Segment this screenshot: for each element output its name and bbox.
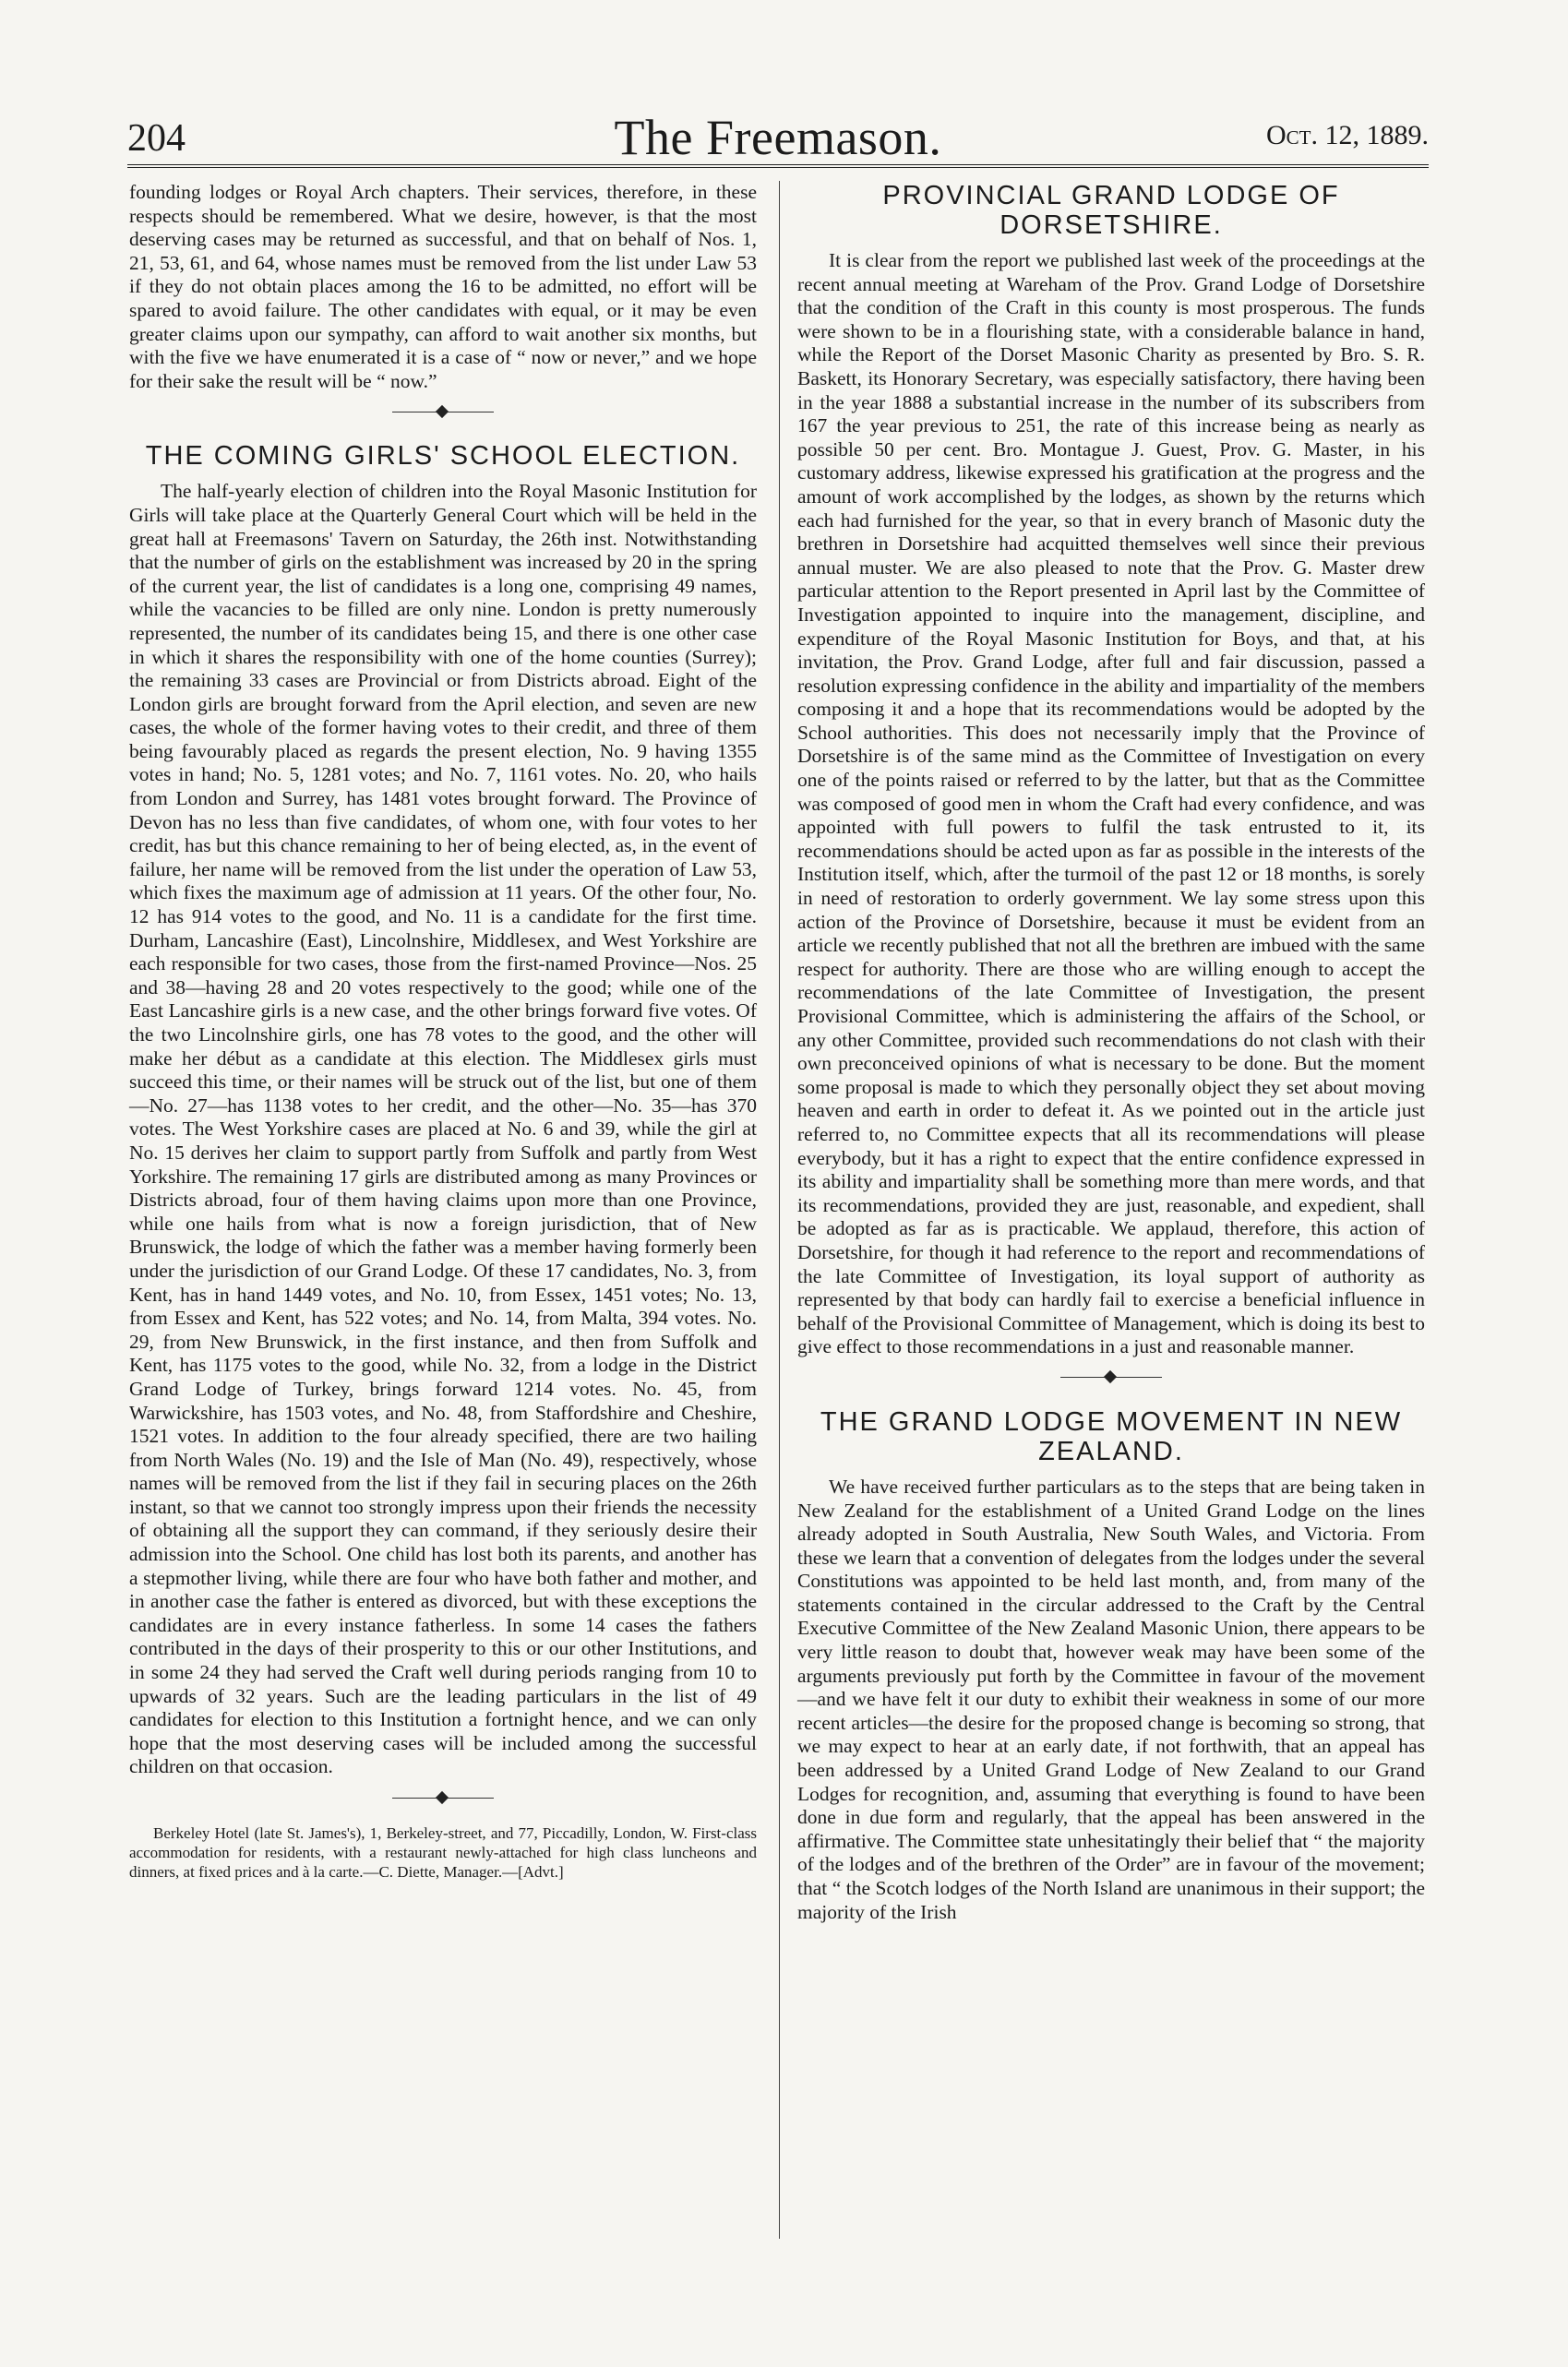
advertisement-berkeley-hotel: Berkeley Hotel (late St. James's), 1, Berkeley-street, and 77, Piccadilly, London, W. First-class accommodation for residents, with a restaurant newly-attached for high class luncheons and dinners, at fixed prices and à la carte.—C. Diette, Manager.—[Advt.] [129, 1824, 757, 1881]
masthead [127, 109, 1429, 168]
intro-paragraph: founding lodges or Royal Arch chapters. Their services, therefore, in these respects should be remembered. What we desire, however, is that the most deserving cases may be returned as successful, and that on behalf of Nos. 1, 21, 53, 61, and 64, whose names must be removed from the list under Law 53 if they do not obtain places among the 16 to be admitted, no effort will be spared to avoid failure. The other candidates with equal, or it may be even greater claims upon our sympathy, can afford to wait another six months, but with the five we have enumerated it is a case of “ now or never,” and we hope for their sake the result will be “ now.” [129, 181, 757, 392]
article-heading-new-zealand: THE GRAND LODGE MOVEMENT IN NEW ZEALAND. [820, 1406, 1403, 1466]
left-column [129, 181, 757, 1882]
section-divider [797, 1359, 1425, 1396]
article-body-new-zealand: We have received further particulars as to the steps that are being taken in New Zealand for the establishment of a United Grand Lodge on the lines already adopted in South Australia, New South Wales, and Victoria. From these we learn that a convention of delegates from the lodges under the several Constitutions was appointed to be held last month, and, from many of the statements contained in the circular addressed to the Craft by the Central Executive Committee of the New Zealand Masonic Union, there appears to be very little reason to doubt that, however weak may have been some of the arguments previously put forth by the Committee in favour of the movement—and we have felt it our duty to exhibit their weakness in some of our more recent articles—the desire for the proposed change is becoming so strong, that we may expect to hear at an early date, if not forthwith, that an appeal has been addressed by a United Grand Lodge of New Zealand to our Grand Lodges for recognition, and, assuming that everything is found to have been done in due form and regularly, that the appeal has been answered in the affirmative. The Committee state unhesitatingly their belief that “ the majority of the lodges and of the brethren of the Order” are in favour of the movement; that “ the Scotch lodges of the North Island are unanimous in their support; the majority of the Irish [797, 1475, 1425, 1923]
article-heading-girls-school: THE COMING GIRLS' SCHOOL ELECTION. [145, 441, 741, 472]
column-rule [779, 181, 780, 2239]
page-number: 204 [127, 117, 186, 160]
section-divider [129, 1779, 757, 1816]
newspaper-title: The Freemason. [614, 110, 942, 165]
article-body-girls-school: The half-yearly election of children into the Royal Masonic Institution for Girls will take place at the Quarterly General Court which will be held in the great hall at Freemasons' Tavern on Saturday, the 26th inst. Notwithstanding that the number of girls on the establishment was increased by 20 in the spring of the current year, the list of candidates is a long one, comprising 49 names, while the vacancies to be filled are only nine. London is pretty numerously represented, the number of its candidates being 15, and there is one other case in which it shares the responsibility with one of the home counties (Surrey); the remaining 33 cases are Provincial or from Districts abroad. Eight of the London girls are brought forward from the April election, and seven are new cases, the whole of the former having votes to their credit, and three of them being favourably placed as regards the present election, No. 9 having 1355 votes in hand; No. 5, 1281 votes; and No. 7, 1161 votes. No. 20, who hails from London and Surrey, has 1481 votes brought forward. The Province of Devon has no less than five candidates, of whom one, with four votes to her credit, has but this chance remaining to her of being elected, as, in the event of failure, her name will be removed from the list under the operation of Law 53, which fixes the maximum age of admission at 11 years. Of the other four, No. 12 has 914 votes to the good, and No. 11 is a candidate for the first time. Durham, Lancashire (East), Lincolnshire, Middlesex, and West Yorkshire are each responsible for two cases, those from the first-named Province—Nos. 25 and 38—having 28 and 20 votes respectively to the good; while one of the East Lancashire girls is a new case, and the other brings forward five votes. Of the two Lincolnshire girls, one has 78 votes to the good, and the other will make her début as a candidate at this election. The Middlesex girls must succeed this time, or their names will be struck out of the list, but one of them—No. 27—has 1138 votes to her credit, and the other—No. 35—has 370 votes. The West Yorkshire cases are placed at No. 6 and 39, while the girl at No. 15 derives her claim to support partly from Suffolk and partly from West Yorkshire. The remaining 17 girls are distributed among as many Provinces or Districts abroad, four of them having claims upon more than one Province, while one hails from what is now a foreign jurisdiction, that of New Brunswick, the lodge of which the father was a member having formerly been under the jurisdiction of our Grand Lodge. Of these 17 candidates, No. 3, from Kent, has in hand 1449 votes, and No. 10, from Essex, 1451 votes; No. 13, from Essex and Kent, has 522 votes; and No. 14, from Malta, 394 votes. No. 29, from New Brunswick, in the first instance, and then from Suffolk and Kent, has 1175 votes to the good, while No. 32, from a lodge in the District Grand Lodge of Turkey, brings forward 1214 votes. No. 45, from Warwickshire, has 1503 votes, and No. 48, from Staffordshire and Cheshire, 1521 votes. In addition to the four already specified, there are two hailing from North Wales (No. 19) and the Isle of Man (No. 49), respectively, whose names will be removed from the list if they fail in securing places on the 26th instant, so that we cannot too strongly impress upon their friends the necessity of obtaining all the support they can command, if they seriously desire their admission into the School. One child has lost both its parents, and another has a stepmother living, while there are four who have both father and mother, and in another case the father is entered as divorced, but with these exceptions the candidates are in every instance fatherless. In some 14 cases the fathers contributed in the days of their prosperity to this or our other Institutions, and in some 24 they had served the Craft well during periods ranging from 10 to upwards of 32 years. Such are the leading particulars in the list of 49 candidates for election to this Institution a fortnight hence, and we can only hope that the most deserving cases will be included among the successful children on that occasion. [129, 480, 757, 1778]
issue-date: Oct. 12, 1889. [1266, 120, 1429, 150]
article-body-dorsetshire: It is clear from the report we published last week of the proceedings at the recent annual meeting at Wareham of the Prov. Grand Lodge of Dorsetshire that the condition of the Craft in this county is most prosperous. The funds were shown to be in a flourishing state, with a considerable balance in hand, while the Report of the Dorset Masonic Charity as presented by Bro. S. R. Baskett, its Honorary Secretary, was especially satisfactory, there having been in the year 1888 a substantial increase in the number of its subscribers from 167 the year previous to 251, the rate of this increase being as nearly as possible 50 per cent. Bro. Montague J. Guest, Prov. G. Master, in his customary address, likewise expressed his gratification at the progress and the amount of work accomplished by the lodges, as shown by the returns which each had furnished for the year, so that in every branch of Masonic duty the brethren in Dorsetshire had acquitted themselves well since their previous annual muster. We are also pleased to note that the Prov. G. Master drew particular attention to the Report presented in April last by the Committee of Investigation appointed to inquire into the management, discipline, and expenditure of the Royal Masonic Institution for Boys, and that, at his invitation, the Prov. Grand Lodge, after full and fair discussion, passed a resolution expressing confidence in the ability and impartiality of the members composing it and a hope that its recommendations would be adopted by the School authorities. This does not necessarily imply that the Province of Dorsetshire is of the same mind as the Committee of Investigation on every one of the points raised or referred to by the latter, but that as the Committee was composed of good men in whom the Craft had every confidence, and was appointed with full powers to fulfil the task entrusted to it, its recommendations should be acted upon as far as possible in the interests of the Institution itself, which, after the turmoil of the past 12 or 18 months, is sorely in need of restoration to orderly government. We lay some stress upon this action of the Province of Dorsetshire, because it must be evident from an article we recently published that not all the brethren are imbued with the same respect for authority. There are those who are willing enough to accept the recommendations of the late Committee of Investigation, the present Provisional Committee, which is administering the affairs of the School, or any other Committee, provided such recommendations do not clash with their own preconceived opinions of what is necessary to be done. But the moment some proposal is made to which they personally object they set about moving heaven and earth in order to defeat it. As we pointed out in the article just referred to, no Committee expects that all its recommendations will please everybody, but it has a right to expect that the entire confidence expressed in its ability and impartiality shall be something more than mere words, and that its recommendations, provided they are just, reasonable, and expedient, shall be adopted as far as is practicable. We applaud, therefore, this action of Dorsetshire, for though it had reference to the report and recommendations of the late Committee of Investigation, its loyal support of authority as represented by that body can hardly fail to exercise a beneficial influence in behalf of the Provisional Committee of Management, which is doing its best to give effect to those recommendations in a just and reasonable manner. [797, 249, 1425, 1358]
right-column [797, 181, 1425, 1924]
section-divider [129, 393, 757, 430]
article-heading-dorsetshire: PROVINCIAL GRAND LODGE OF DORSETSHIRE. [882, 181, 1340, 240]
